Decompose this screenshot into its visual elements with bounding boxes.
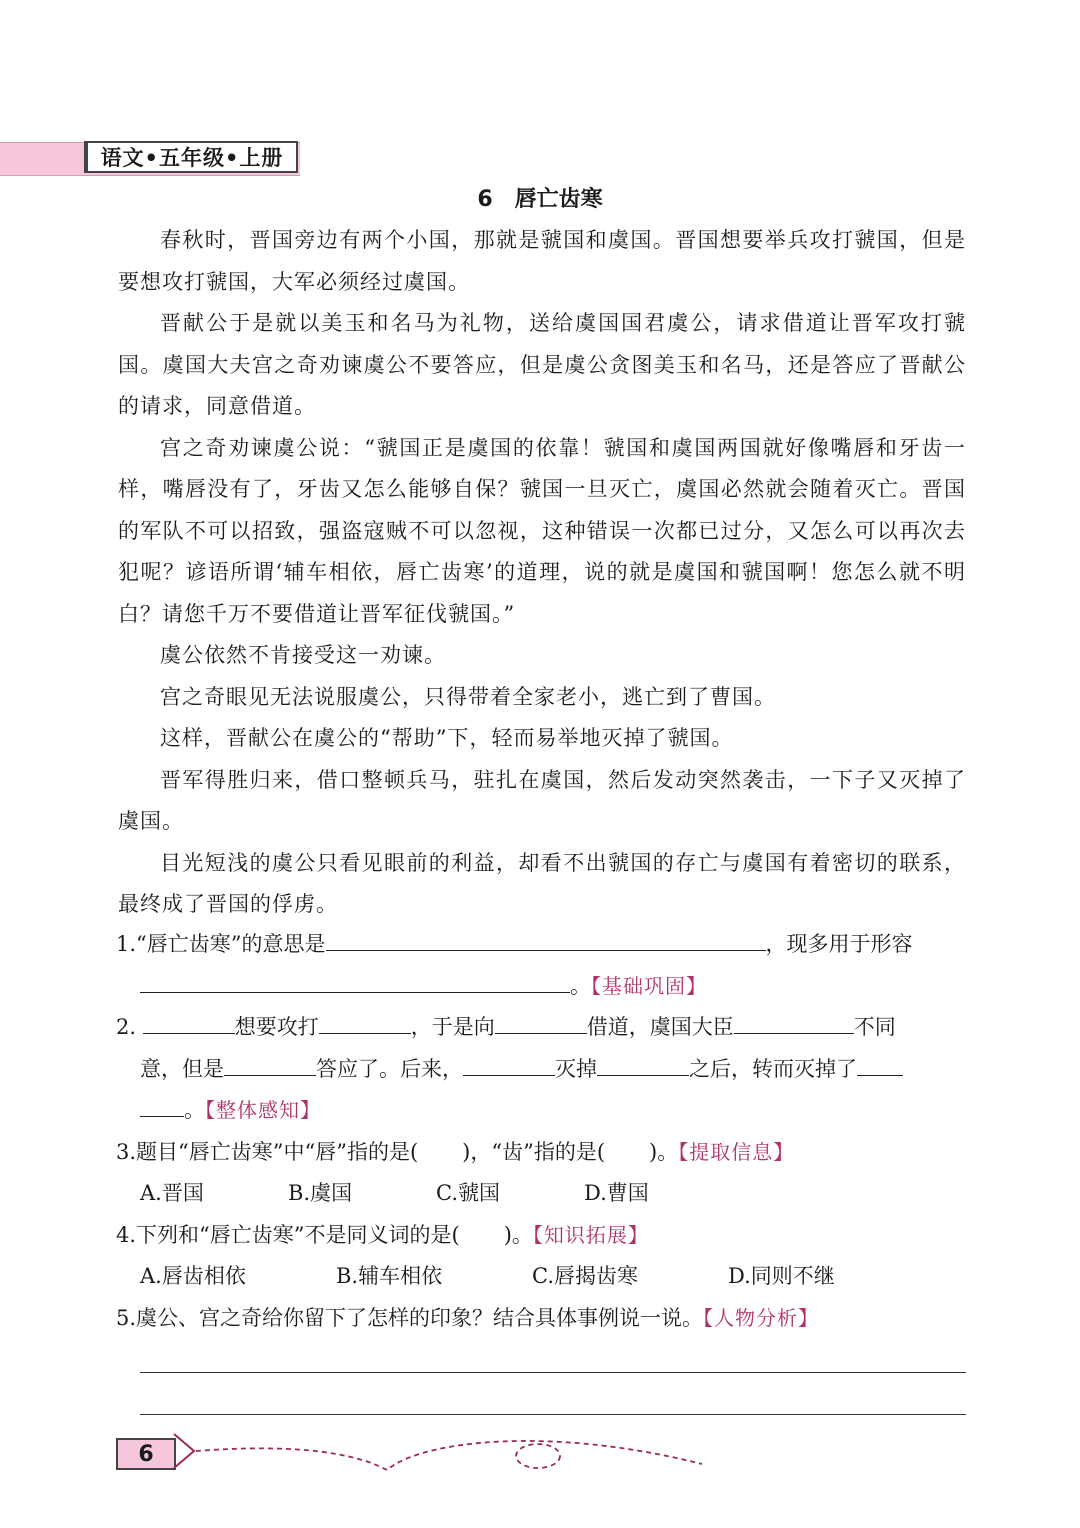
- q4-option-a[interactable]: A.唇齿相依: [140, 1264, 246, 1288]
- q2-blank-6[interactable]: [463, 1053, 555, 1076]
- q2-text-5: 意，但是: [140, 1056, 224, 1081]
- q5-tag: 【人物分析】: [703, 1305, 820, 1330]
- q2-blank-5[interactable]: [224, 1053, 316, 1076]
- page-number: 6: [116, 1438, 176, 1470]
- passage-paragraph: 宫之奇劝谏虞公说：“虢国正是虞国的依靠！虢国和虞国两国就好像嘴唇和牙齿一样，嘴唇没有了，牙齿又怎么能够自保？虢国一旦灭亡，虞国必然就会随着灭亡。晋国的军队不可以招致，强盗寇贼不可以忽视，这种错误一次都已过分，又怎么可以再次去犯呢？谚语所谓‘辅车相依，唇亡齿寒’的道理，说的就是虞国和虢国啊！您怎么就不明白？请您千万不要借道让晋军征伐虢国。”: [118, 435, 966, 626]
- q2-text-6: 答应了。后来，: [316, 1056, 463, 1081]
- q2-blank-4[interactable]: [734, 1011, 854, 1034]
- question-1: [116, 924, 966, 966]
- q4-option-d[interactable]: D.同则不继: [728, 1264, 835, 1288]
- q3-option-d[interactable]: D.曹国: [584, 1181, 649, 1205]
- lesson-title: [0, 182, 1080, 213]
- q2-text-1: 想要攻打: [234, 1015, 319, 1039]
- q2-number: 2.: [116, 1015, 137, 1039]
- question-1-cont: [116, 966, 966, 1008]
- passage-paragraph: 春秋时，晋国旁边有两个小国，那就是虢国和虞国。晋国想要举兵攻打虢国，但是要想攻打虢国，大军必须经过虞国。: [118, 228, 966, 294]
- q2-blank-7[interactable]: [597, 1053, 689, 1076]
- q1-blank-meaning[interactable]: [326, 928, 766, 951]
- q2-text-4: 不同: [853, 1015, 896, 1039]
- lesson-title-text: 唇亡齿寒: [514, 187, 603, 212]
- passage-paragraph: 目光短浅的虞公只看见眼前的利益，却看不出虢国的存亡与虞国有着密切的联系，最终成了晋国的俘虏。: [118, 850, 966, 916]
- q3-options: [116, 1173, 966, 1215]
- answer-line-1[interactable]: [140, 1372, 966, 1373]
- q2-text-3: 借道，虞国大臣: [586, 1015, 734, 1039]
- q4-text-a: 4.下列和“唇亡齿寒”不是同义词的是(: [116, 1222, 460, 1247]
- passage-paragraph: 宫之奇眼见无法说服虞公，只得带着全家老小，逃亡到了曹国。: [160, 684, 776, 709]
- q2-blank-8[interactable]: [857, 1053, 903, 1076]
- dashed-curve: [196, 1441, 702, 1470]
- passage-paragraph: 晋献公于是就以美玉和名马为礼物，送给虞国国君虞公，请求借道让晋军攻打虢国。虞国大夫宫之奇劝谏虞公不要答应，但是虞公贪图美玉和名马，还是答应了晋献公的请求，同意借道。: [118, 311, 966, 418]
- q4-option-b[interactable]: B.辅车相依: [336, 1264, 443, 1288]
- question-2: [116, 1007, 966, 1049]
- question-5: [116, 1298, 966, 1340]
- q3-option-b[interactable]: B.虞国: [288, 1181, 353, 1205]
- q2-blank-3[interactable]: [495, 1011, 587, 1034]
- q3-text-b: )，“齿”指的是(: [462, 1139, 606, 1164]
- passage-paragraph: 晋军得胜归来，借口整顿兵马，驻扎在虞国，然后发动突然袭击，一下子又灭掉了虞国。: [118, 767, 966, 833]
- question-2-cont: [116, 1049, 966, 1091]
- q4-option-c[interactable]: C.唇揭齿寒: [532, 1264, 638, 1288]
- q2-blank-1[interactable]: [143, 1011, 235, 1034]
- q3-text-a: 3.题目“唇亡齿寒”中“唇”指的是(: [116, 1139, 419, 1164]
- q3-text-c: )。: [649, 1139, 679, 1164]
- q3-option-c[interactable]: C.虢国: [436, 1181, 500, 1205]
- answer-line-2[interactable]: [140, 1414, 966, 1415]
- q3-tag: 【提取信息】: [678, 1139, 795, 1164]
- q2-text-8: 之后，转而灭掉了: [689, 1056, 857, 1081]
- dashed-loop: [516, 1444, 560, 1468]
- question-section: [116, 924, 966, 1339]
- book-label: 语文•五年级•上册: [84, 141, 298, 173]
- q4-text-b: )。: [503, 1222, 533, 1247]
- q5-text: 5.虞公、宫之奇给你留下了怎样的印象？结合具体事例说一说。: [116, 1305, 704, 1330]
- decorative-dashed-ribbon: [172, 1428, 712, 1478]
- q2-text-7: 灭掉: [555, 1056, 597, 1081]
- question-4: [116, 1215, 966, 1257]
- q2-blank-8-cont[interactable]: [140, 1094, 184, 1117]
- q1-blank-usage[interactable]: [140, 970, 570, 993]
- question-3: [116, 1132, 966, 1174]
- q4-options: [116, 1256, 966, 1298]
- q1-text-c: 。: [570, 973, 591, 998]
- q4-tag: 【知识拓展】: [532, 1222, 649, 1247]
- passage-paragraph: 这样，晋献公在虞公的“帮助”下，轻而易举地灭掉了虢国。: [160, 726, 734, 750]
- lesson-number: 6: [477, 187, 493, 212]
- question-2-end: [116, 1090, 966, 1132]
- q2-text-9: 。: [184, 1098, 205, 1122]
- q2-tag: 【整体感知】: [205, 1098, 321, 1122]
- q3-option-a[interactable]: A.晋国: [140, 1181, 204, 1205]
- q1-text-a: 1.“唇亡齿寒”的意思是: [116, 932, 326, 956]
- arrow-chevron-icon: [174, 1434, 194, 1468]
- passage-paragraph: 虞公依然不肯接受这一劝谏。: [160, 643, 446, 667]
- q2-blank-2[interactable]: [319, 1011, 411, 1034]
- q1-text-b: ，现多用于形容: [765, 932, 913, 956]
- q1-tag: 【基础巩固】: [591, 973, 707, 998]
- q2-text-2: ，于是向: [410, 1015, 495, 1039]
- reading-passage: [118, 220, 966, 926]
